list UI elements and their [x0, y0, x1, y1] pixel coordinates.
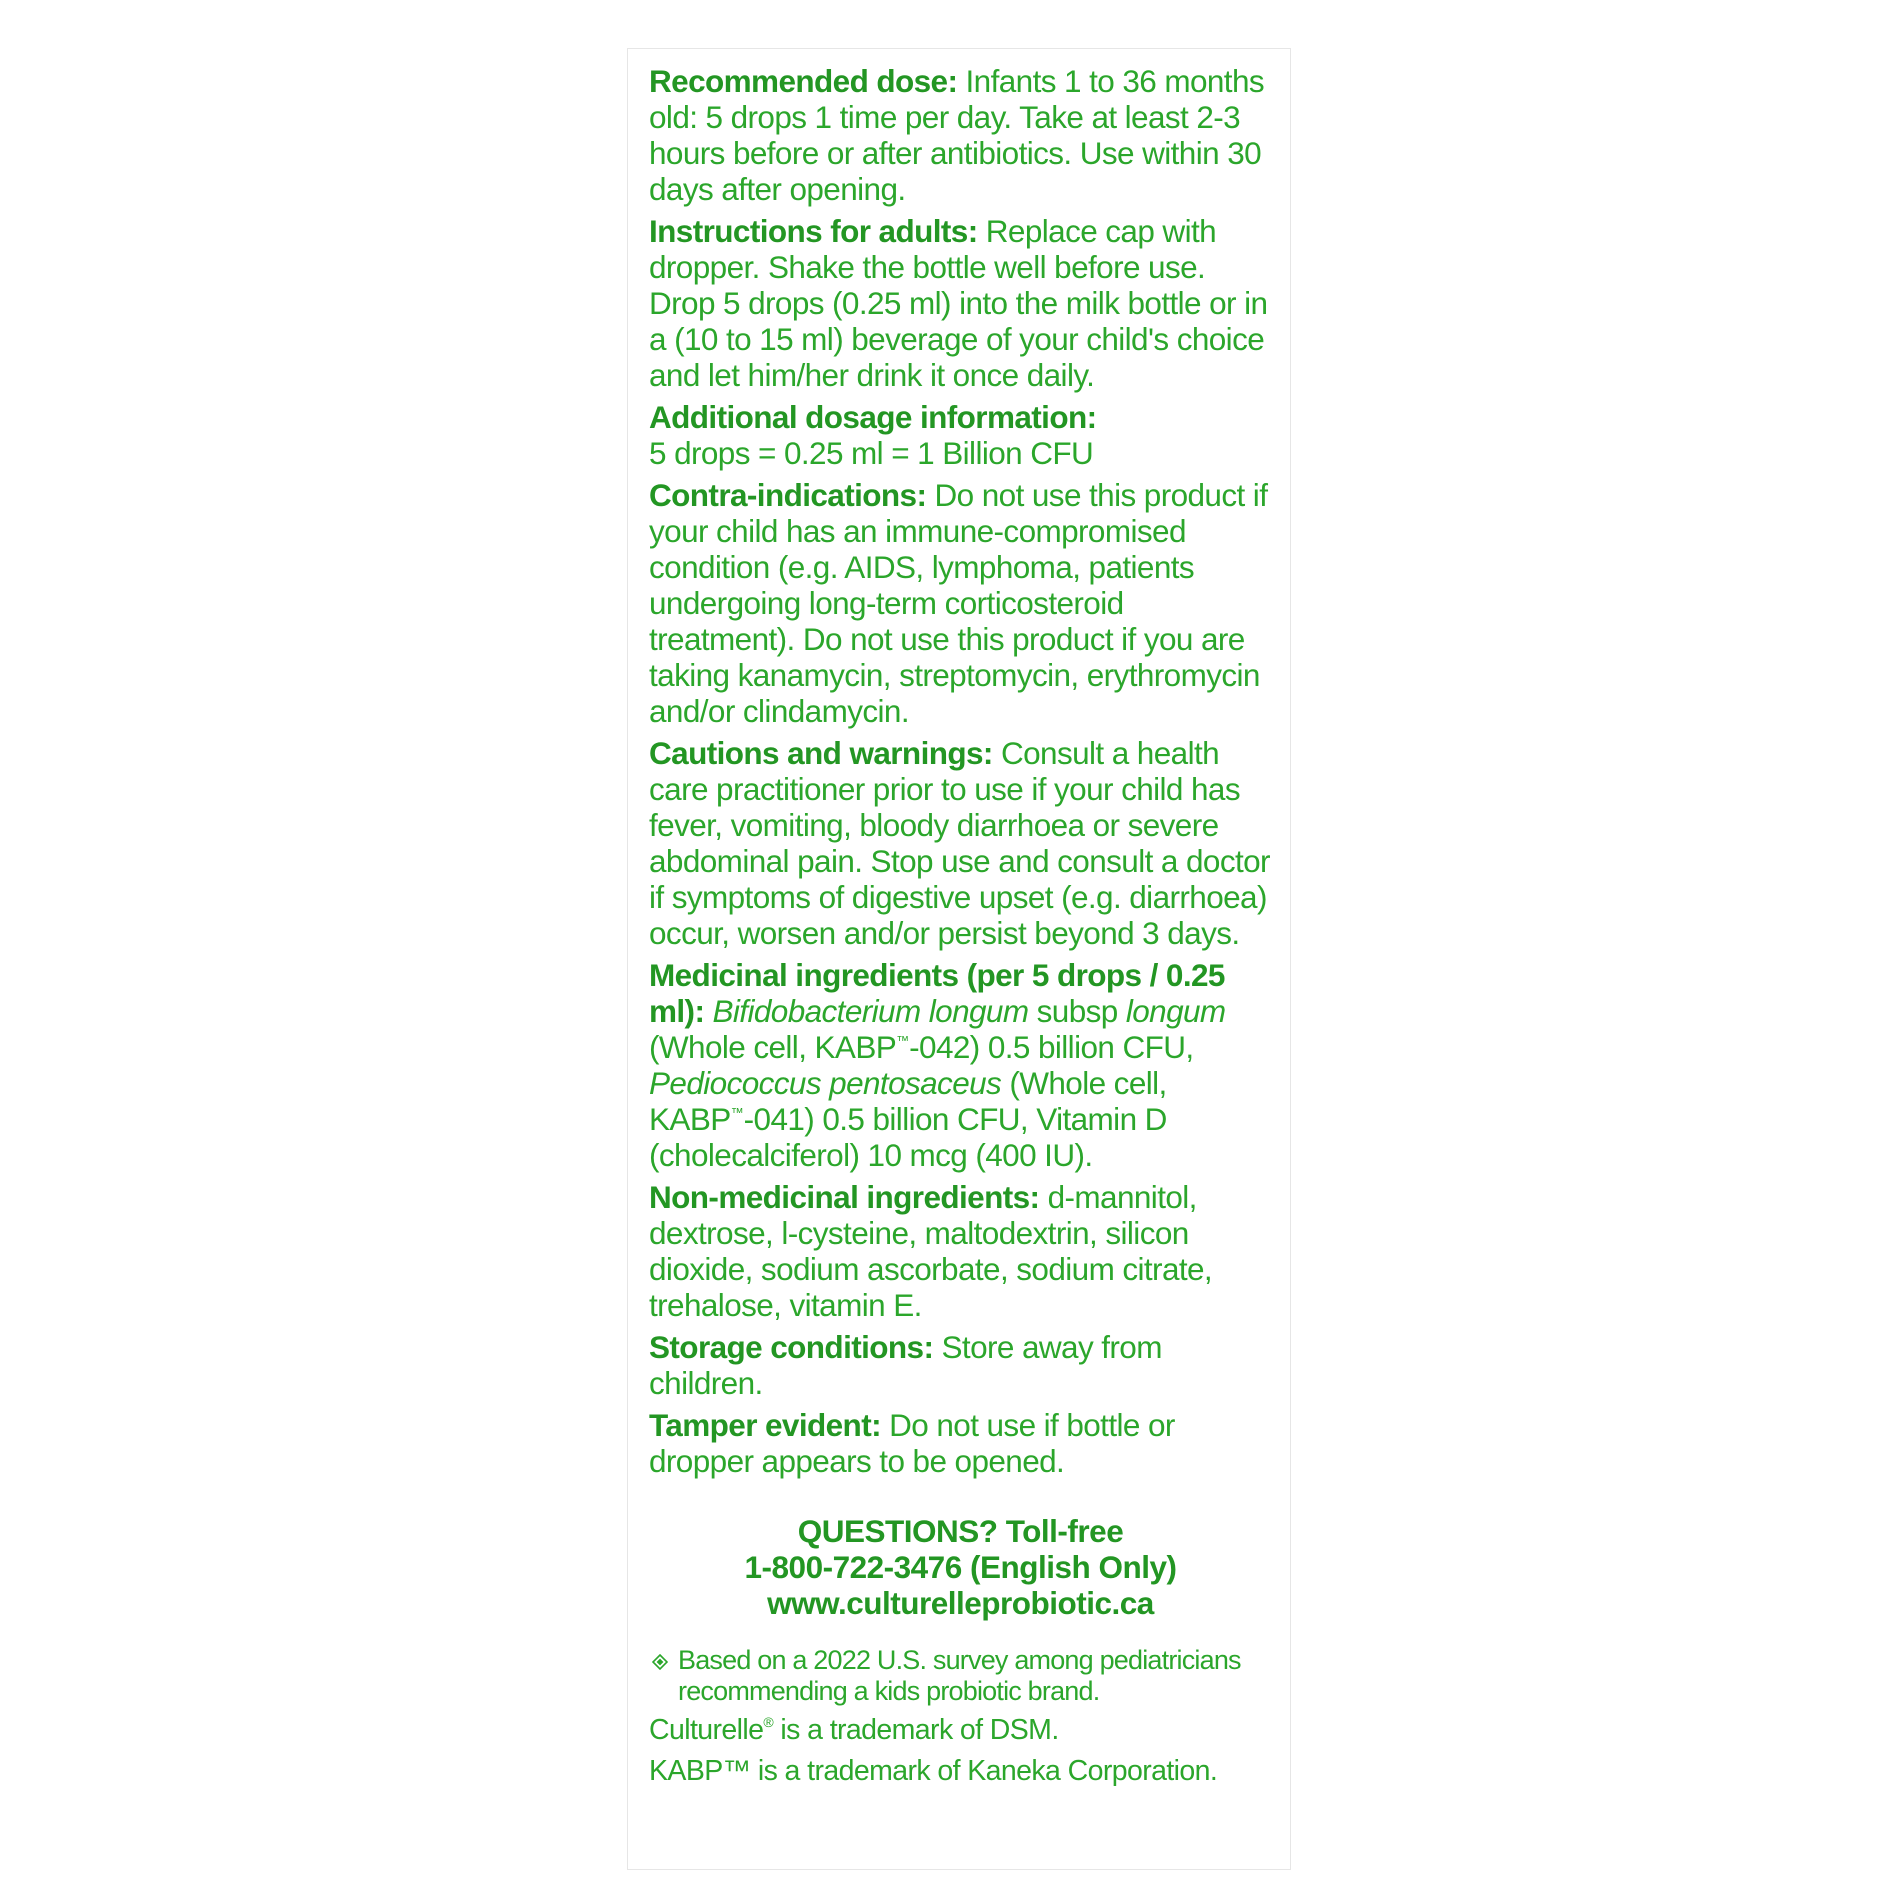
- storage-section: [649, 1329, 1272, 1401]
- phone-number: 1-800-722-3476 (English Only): [744, 1549, 1177, 1585]
- additional-dosage-label: Additional dosage information:: [649, 399, 1097, 435]
- organism-longum: longum: [1125, 993, 1226, 1029]
- tamper-section: [649, 1407, 1272, 1479]
- contra-indications-text: Do not use this product if your child has an immune-compromised condition (e.g. AIDS, lymphoma, patients undergoing long-term corticosteroid treatment). Do not use this product if you are taking kanamycin, streptomycin, erythromycin and/or clindamycin.: [649, 477, 1268, 729]
- questions-line: QUESTIONS? Toll-free: [797, 1513, 1124, 1549]
- culturelle-name: Culturelle: [649, 1714, 764, 1746]
- contra-indications-label: Contra-indications:: [649, 477, 927, 513]
- footnote: [649, 1645, 1272, 1707]
- cautions-text: Consult a health care practitioner prior to use if your child has fever, vomiting, bloody diarrhoea or severe abdominal pain. Stop use and consult a doctor if symptoms of digestive upset (e.g. diarrhoea) occur, worsen and/or persist beyond 3 days.: [649, 735, 1270, 951]
- medicinal-ingredients-label: Medicinal ingredients (per 5 drops / 0.25 ml):: [649, 957, 1225, 1029]
- recommended-dose-section: [649, 63, 1272, 207]
- additional-dosage-section: [649, 399, 1272, 471]
- cautions-label: Cautions and warnings:: [649, 735, 993, 771]
- recommended-dose-label: Recommended dose:: [649, 63, 958, 99]
- storage-label: Storage conditions:: [649, 1329, 934, 1365]
- non-medicinal-label: Non-medicinal ingredients:: [649, 1179, 1040, 1215]
- storage-text: Store away from children.: [649, 1329, 1162, 1401]
- kabp-trademark: KABP™ is a trademark of Kaneka Corporation.: [649, 1755, 1218, 1787]
- non-medicinal-ingredients-section: [649, 1179, 1272, 1323]
- organism-pediococcus: Pediococcus pentosaceus: [649, 1065, 1002, 1101]
- strain1-post: -042) 0.5 billion CFU,: [909, 1029, 1194, 1065]
- strain1-pre: (Whole cell, KABP: [649, 1029, 897, 1065]
- instructions-section: [649, 213, 1272, 393]
- culturelle-trademark: [649, 1712, 1272, 1748]
- label-panel: [627, 48, 1291, 1870]
- recommended-dose-text: Infants 1 to 36 months old: 5 drops 1 time per day. Take at least 2-3 hours before or after antibiotics. Use within 30 days after opening.: [649, 63, 1265, 207]
- organism-bifidobacterium: Bifidobacterium longum: [712, 993, 1029, 1029]
- additional-dosage-text: 5 drops = 0.25 ml = 1 Billion CFU: [649, 435, 1094, 471]
- culturelle-trademark-text: is a trademark of DSM.: [773, 1714, 1059, 1746]
- website-link: www.culturelleprobiotic.ca: [767, 1585, 1154, 1621]
- contra-indications-section: [649, 477, 1272, 729]
- non-medicinal-text: d-mannitol, dextrose, l-cysteine, maltodextrin, silicon dioxide, sodium ascorbate, sodium citrate, trehalose, vitamin E.: [649, 1179, 1213, 1323]
- diamond-icon: [652, 1654, 668, 1670]
- strain2-post: -041) 0.5 billion CFU, Vitamin D (cholecalciferol) 10 mcg (400 IU).: [649, 1101, 1167, 1173]
- trademark-mark: ™: [896, 1033, 910, 1048]
- instructions-label: Instructions for adults:: [649, 213, 978, 249]
- registered-mark: ®: [763, 1714, 774, 1730]
- cautions-section: [649, 735, 1272, 951]
- tamper-text: Do not use if bottle or dropper appears to be opened.: [649, 1407, 1175, 1479]
- medicinal-ingredients-section: [649, 957, 1272, 1173]
- footnote-text: Based on a 2022 U.S. survey among pediatricians recommending a kids probiotic brand.: [678, 1645, 1241, 1706]
- tamper-label: Tamper evident:: [649, 1407, 881, 1443]
- contact-block: [649, 1513, 1272, 1621]
- strain2-pre: (Whole cell, KABP: [649, 1065, 1167, 1137]
- trademark-mark: ™: [730, 1105, 744, 1120]
- instructions-text: Replace cap with dropper. Shake the bottle well before use. Drop 5 drops (0.25 ml) into the milk bottle or in a (10 to 15 ml) beverage of your child's choice and let him/her drink it once daily.: [649, 213, 1268, 393]
- subsp-text: subsp: [1028, 993, 1126, 1029]
